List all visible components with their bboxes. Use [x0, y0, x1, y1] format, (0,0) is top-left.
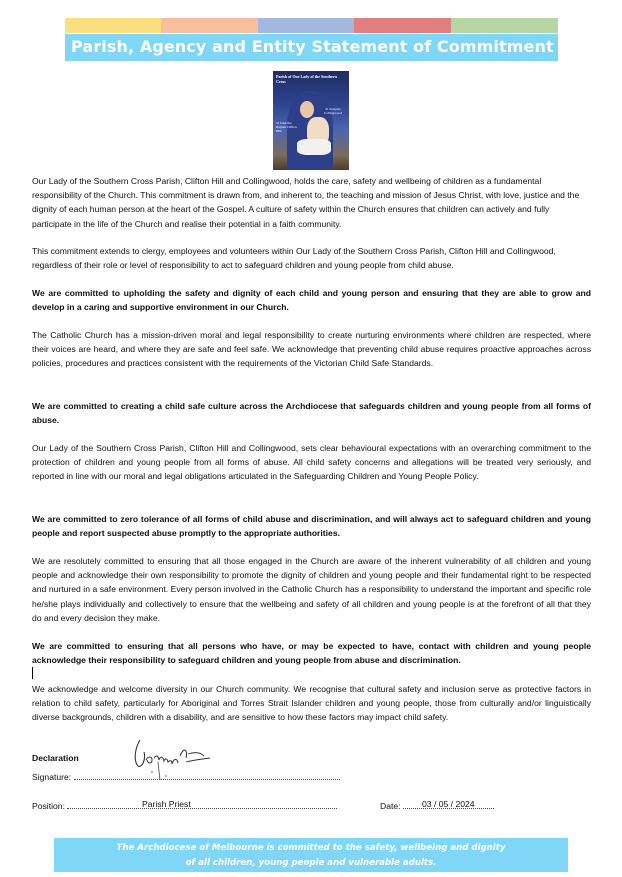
date-label: Date:: [380, 801, 401, 811]
commitment-statement-4: We are committed to ensuring that all persons who have, or may be expected to have, contact with children and young people acknowledge their responsibility to safeguard children and young people from abuse and discrimination.: [32, 641, 591, 666]
color-stripe-yellow: [65, 18, 161, 33]
position-line[interactable]: [67, 800, 337, 809]
footer-banner: [54, 838, 568, 872]
paragraph-behaviour: Our Lady of the Southern Cross Parish, Clifton Hill and Collingwood, sets clear behavioural expectations with an overarching commitment to the protection of children and young people from all forms of abuse. All child safety concerns and allegations will be treated very seriously, and reported in line with our moral and legal obligations articulated in the Safeguarding Children and Young People Policy.: [32, 443, 591, 482]
logo-cloth: [297, 139, 331, 155]
position-value: Parish Priest: [142, 799, 191, 809]
commitment-statement-3: We are committed to zero tolerance of all forms of child abuse and discrimination, and will always act to safeguard children and young people and report suspected abuse promptly to the appropriate authorities.: [32, 514, 591, 539]
logo-caption-top: Parish of Our Lady of the Southern Cross: [276, 74, 337, 84]
color-stripe-peach: [161, 18, 258, 33]
signature-line[interactable]: [74, 771, 340, 780]
paragraph-diversity: We acknowledge and welcome diversity in our Church community. We recognise that cultural safety and inclusion serve as protective factors in relation to child safety, particularly for Aboriginal and Torres Strait Islander children and young people, those from culturally and/or linguistically diverse backgrounds, children with a disability, and are sensitive to how these factors may impact child safety.: [32, 684, 591, 723]
footer-line-2: of all children, young people and vulnerable adults.: [185, 858, 437, 868]
commitment-statement-2: We are committed to creating a child safe culture across the Archdiocese that safeguards children and young people from all forms of abuse.: [32, 401, 591, 426]
page-title: Parish, Agency and Entity Statement of Commitment: [71, 37, 554, 56]
signature-row: [32, 771, 340, 782]
paragraph-intro: Our Lady of the Southern Cross Parish, Clifton Hill and Collingwood, holds the care, safety and wellbeing of children as a fundamental responsibility of the Church. This commitment is drawn from, and inherent to, the teaching and mission of Jesus Christ, with love, justice and the dignity of each human person at the heart of the Gospel. A culture of safety within the Church ensures that children can actively and fully participate in the life of the Church and realise their potential in a faith community.: [32, 176, 580, 229]
date-value: 03 / 05 / 2024: [422, 799, 475, 809]
title-banner: [65, 34, 558, 61]
color-stripe-red: [354, 18, 451, 33]
signature-label: Signature:: [32, 772, 72, 782]
paragraph-mission: The Catholic Church has a mission-driven moral and legal responsibility to create nurturing environments where children are respected, where their voices are heard, and where they are safe and feel safe. We acknowledge that preventing child abuse requires proactive approaches across policies, procedures and practices consistent with the requirements of the Victorian Child Safe Standards.: [32, 330, 591, 369]
declaration-heading: Declaration: [32, 753, 79, 763]
parish-logo-image: [273, 71, 349, 170]
date-row: [380, 800, 494, 811]
position-label: Position:: [32, 801, 65, 811]
logo-caption-left: St John the Baptist Clifton Hill: [276, 121, 297, 133]
text-cursor: [32, 667, 33, 679]
commitment-statement-1: We are committed to upholding the safety and dignity of each child and young person and ensuring that they are able to grow and develop in a caring and supportive environment in our Church.: [32, 288, 591, 313]
logo-caption-right: St Joseph's Collingwood: [323, 107, 343, 115]
paragraph-extends: This commitment extends to clergy, employees and volunteers within Our Lady of the Southern Cross Parish, Clifton Hill and Collingwood, regardless of their role or level of responsibility to act to safeguard children and young people from child abuse.: [32, 246, 556, 271]
color-stripe-green: [451, 18, 558, 33]
paragraph-resolute: We are resolutely committed to ensuring that all those engaged in the Church are aware of the inherent vulnerability of all children and young people and acknowledge their own responsibility to promote the dignity of children and young people and their fundamental right to be respected and nurtured in a safe environment. Every person involved in the Catholic Church has a responsibility to understand the important and specific role he/she plays individually and collectively to ensure that the wellbeing and safety of all children and young people is at the forefront of all that they do and every decision they make.: [32, 556, 591, 623]
logo-madonna-face: [300, 101, 314, 118]
footer-line-1: The Archdiocese of Melbourne is committed to the safety, wellbeing and dignity: [116, 843, 506, 853]
color-stripe-blue: [258, 18, 354, 33]
position-row: [32, 800, 337, 811]
